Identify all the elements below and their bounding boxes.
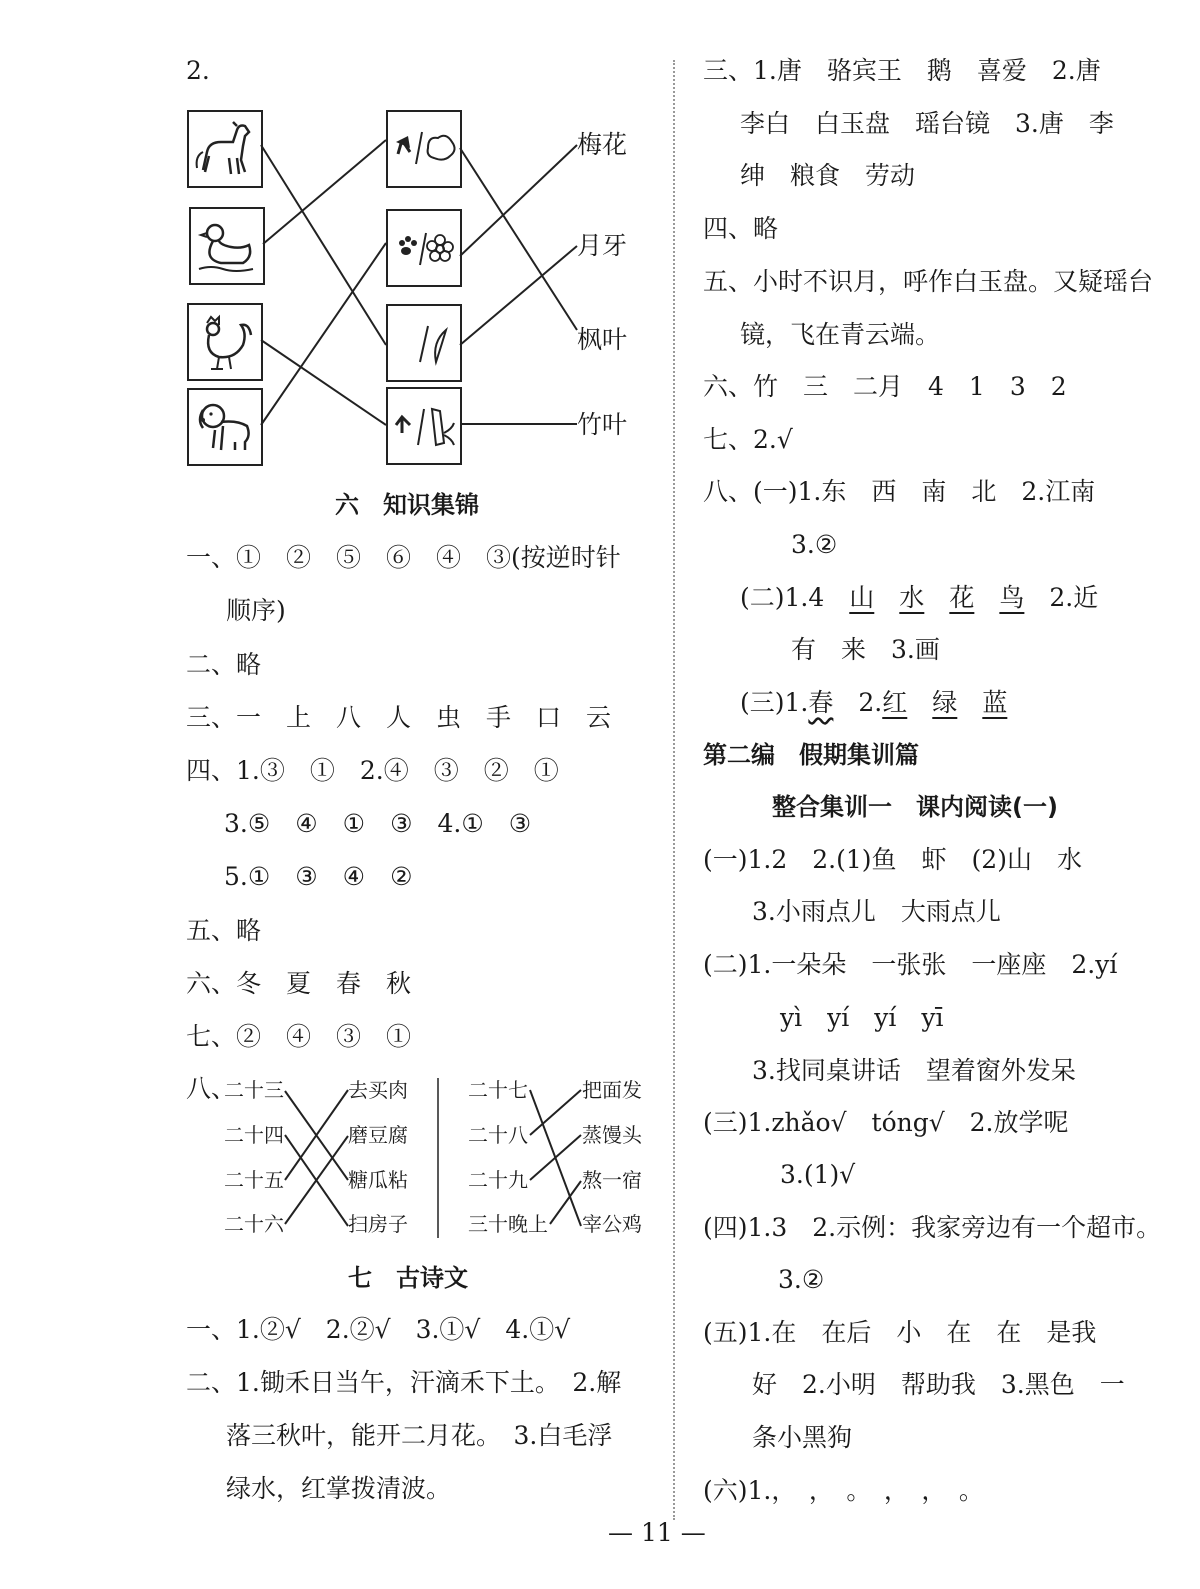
g-item-2a: (二)1.一朵朵 一张张 一座座 2.yí xyxy=(703,950,1118,979)
underlined-word: 红 xyxy=(882,688,908,717)
r-item-3c: 绅 粮食 劳动 xyxy=(740,161,916,190)
s6-8-task: 磨豆腐 xyxy=(348,1123,408,1147)
s6-8-day: 二十五 xyxy=(224,1168,284,1192)
g-item-1a: (一)1.2 2.(1)鱼 虾 (2)山 水 xyxy=(703,845,1082,874)
s7-item-2b: 落三秋叶，能开二月花。 3.白毛浮 xyxy=(226,1421,613,1450)
g-item-4a: (四)1.3 2.示例：我家旁边有一个超市。 xyxy=(703,1213,1162,1242)
r8c-prefix: (二)1.4 xyxy=(740,583,850,612)
s6-8-day: 二十九 xyxy=(468,1168,528,1192)
r-item-3a: 三、1.唐 骆宾王 鹅 喜爱 2.唐 xyxy=(703,56,1101,85)
s7-item-2c: 绿水，红掌拨清波。 xyxy=(226,1474,452,1503)
g-item-3a: (三)1.zhǎo√ tóng√ 2.放学呢 xyxy=(703,1108,1069,1137)
chicken-foot-leaf-print-icon xyxy=(386,110,462,188)
s7-item-1: 一、1.②√ 2.②√ 3.①√ 4.①√ xyxy=(186,1315,571,1344)
s6-8-task: 熬一宿 xyxy=(582,1168,642,1192)
g-item-5b: 好 2.小明 帮助我 3.黑色 一 xyxy=(752,1370,1125,1399)
s6-8-task: 宰公鸡 xyxy=(582,1212,642,1236)
moon-crescent-print-icon xyxy=(386,304,462,382)
r8e-mid: 2. xyxy=(833,688,883,717)
r-item-3b: 李白 白玉盘 瑶台镜 3.唐 李 xyxy=(740,109,1114,138)
section-6-title: 六 知识集锦 xyxy=(335,491,479,519)
r-item-5b: 镜，飞在青云端。 xyxy=(740,320,941,349)
r-item-8c xyxy=(740,583,1098,613)
g-item-6a: (六)1.， ， 。 ， ， 。 xyxy=(703,1476,984,1505)
s6-item-7: 七、② ④ ③ ① xyxy=(186,1022,412,1051)
g-item-2b: yì yí yí yī xyxy=(780,1003,944,1032)
match-word-crescent: 月牙 xyxy=(577,231,628,260)
g-item-1b: 3.小雨点儿 大雨点儿 xyxy=(752,897,1001,926)
s6-item-8-prefix: 八、 xyxy=(186,1074,237,1103)
s6-8-day: 二十七 xyxy=(468,1078,528,1102)
r-item-8e xyxy=(740,688,1007,718)
dog-icon xyxy=(187,388,263,466)
underlined-word: 水 xyxy=(899,583,925,612)
s6-item-2: 二、略 xyxy=(186,650,262,679)
r-item-6: 六、竹 三 二月 4 1 3 2 xyxy=(703,372,1067,401)
horse-icon xyxy=(187,110,263,188)
column-divider xyxy=(673,60,675,1520)
r-item-8a: 八、(一)1.东 西 南 北 2.江南 xyxy=(703,477,1096,506)
match-word-plum: 梅花 xyxy=(577,130,628,159)
rooster-icon xyxy=(187,303,263,381)
r-item-8d: 有 来 3.画 xyxy=(791,635,940,664)
s6-item-6: 六、冬 夏 春 秋 xyxy=(186,969,412,998)
r8e-prefix: (三)1. xyxy=(740,688,809,717)
section-7-title: 七 古诗文 xyxy=(348,1264,468,1292)
g-item-2c: 3.找同桌讲话 望着窗外发呆 xyxy=(752,1056,1076,1085)
s7-item-2a: 二、1.锄禾日当午，汗滴禾下土。 2.解 xyxy=(186,1368,622,1397)
wavy-underlined-word: 春 xyxy=(808,688,834,717)
s6-item-1b: 顺序) xyxy=(226,596,286,625)
s6-item-4c: 5.① ③ ④ ② xyxy=(224,862,413,891)
underlined-word: 鸟 xyxy=(999,583,1025,612)
g-item-5a: (五)1.在 在后 小 在 在 是我 xyxy=(703,1318,1097,1347)
underlined-word: 绿 xyxy=(932,688,958,717)
part-2-title: 第二编 假期集训篇 xyxy=(703,741,919,769)
r-item-7: 七、2.√ xyxy=(703,425,793,454)
s6-8-day: 三十晚上 xyxy=(468,1212,548,1236)
dog-paw-flower-print-icon xyxy=(386,209,462,287)
question-2-label: 2. xyxy=(186,56,210,85)
g-item-4b: 3.② xyxy=(778,1265,825,1294)
s6-8-day: 二十四 xyxy=(224,1123,284,1147)
s6-item-4a: 四、1.③ ① 2.④ ③ ② ① xyxy=(186,756,559,785)
s6-8-task: 糖瓜粘 xyxy=(348,1168,408,1192)
s6-8-task: 蒸馒头 xyxy=(582,1123,642,1147)
g-item-5c: 条小黑狗 xyxy=(752,1423,853,1452)
s6-item-4b: 3.⑤ ④ ① ③ 4.① ③ xyxy=(224,809,532,838)
r-item-5a: 五、小时不识月，呼作白玉盘。又疑瑶台 xyxy=(703,267,1154,296)
duck-icon xyxy=(189,207,265,285)
s6-item-5: 五、略 xyxy=(186,916,262,945)
s6-item-3: 三、一 上 八 人 虫 手 口 云 xyxy=(186,703,612,732)
match-word-bamboo: 竹叶 xyxy=(577,410,628,439)
underlined-word: 花 xyxy=(949,583,975,612)
s6-8-task: 去买肉 xyxy=(348,1078,408,1102)
s6-8-task: 扫房子 xyxy=(348,1212,408,1236)
s6-8-day: 二十三 xyxy=(224,1078,284,1102)
underlined-word: 山 xyxy=(849,583,875,612)
r-item-8b: 3.② xyxy=(791,530,838,559)
r8c-suffix: 2.近 xyxy=(1024,583,1099,612)
match-word-maple: 枫叶 xyxy=(577,325,628,354)
underlined-word: 蓝 xyxy=(982,688,1008,717)
page-number: — 11 — xyxy=(608,1518,706,1547)
bamboo-leaf-print-icon xyxy=(386,387,462,465)
s6-8-day: 二十八 xyxy=(468,1123,528,1147)
training-1-title: 整合集训一 课内阅读(一) xyxy=(772,793,1058,821)
r-item-4: 四、略 xyxy=(703,214,779,243)
g-item-3b: 3.(1)√ xyxy=(780,1160,856,1189)
s6-item-1a: 一、① ② ⑤ ⑥ ④ ③(按逆时针 xyxy=(186,543,621,572)
s6-8-task: 把面发 xyxy=(582,1078,642,1102)
s6-8-day: 二十六 xyxy=(224,1212,284,1236)
